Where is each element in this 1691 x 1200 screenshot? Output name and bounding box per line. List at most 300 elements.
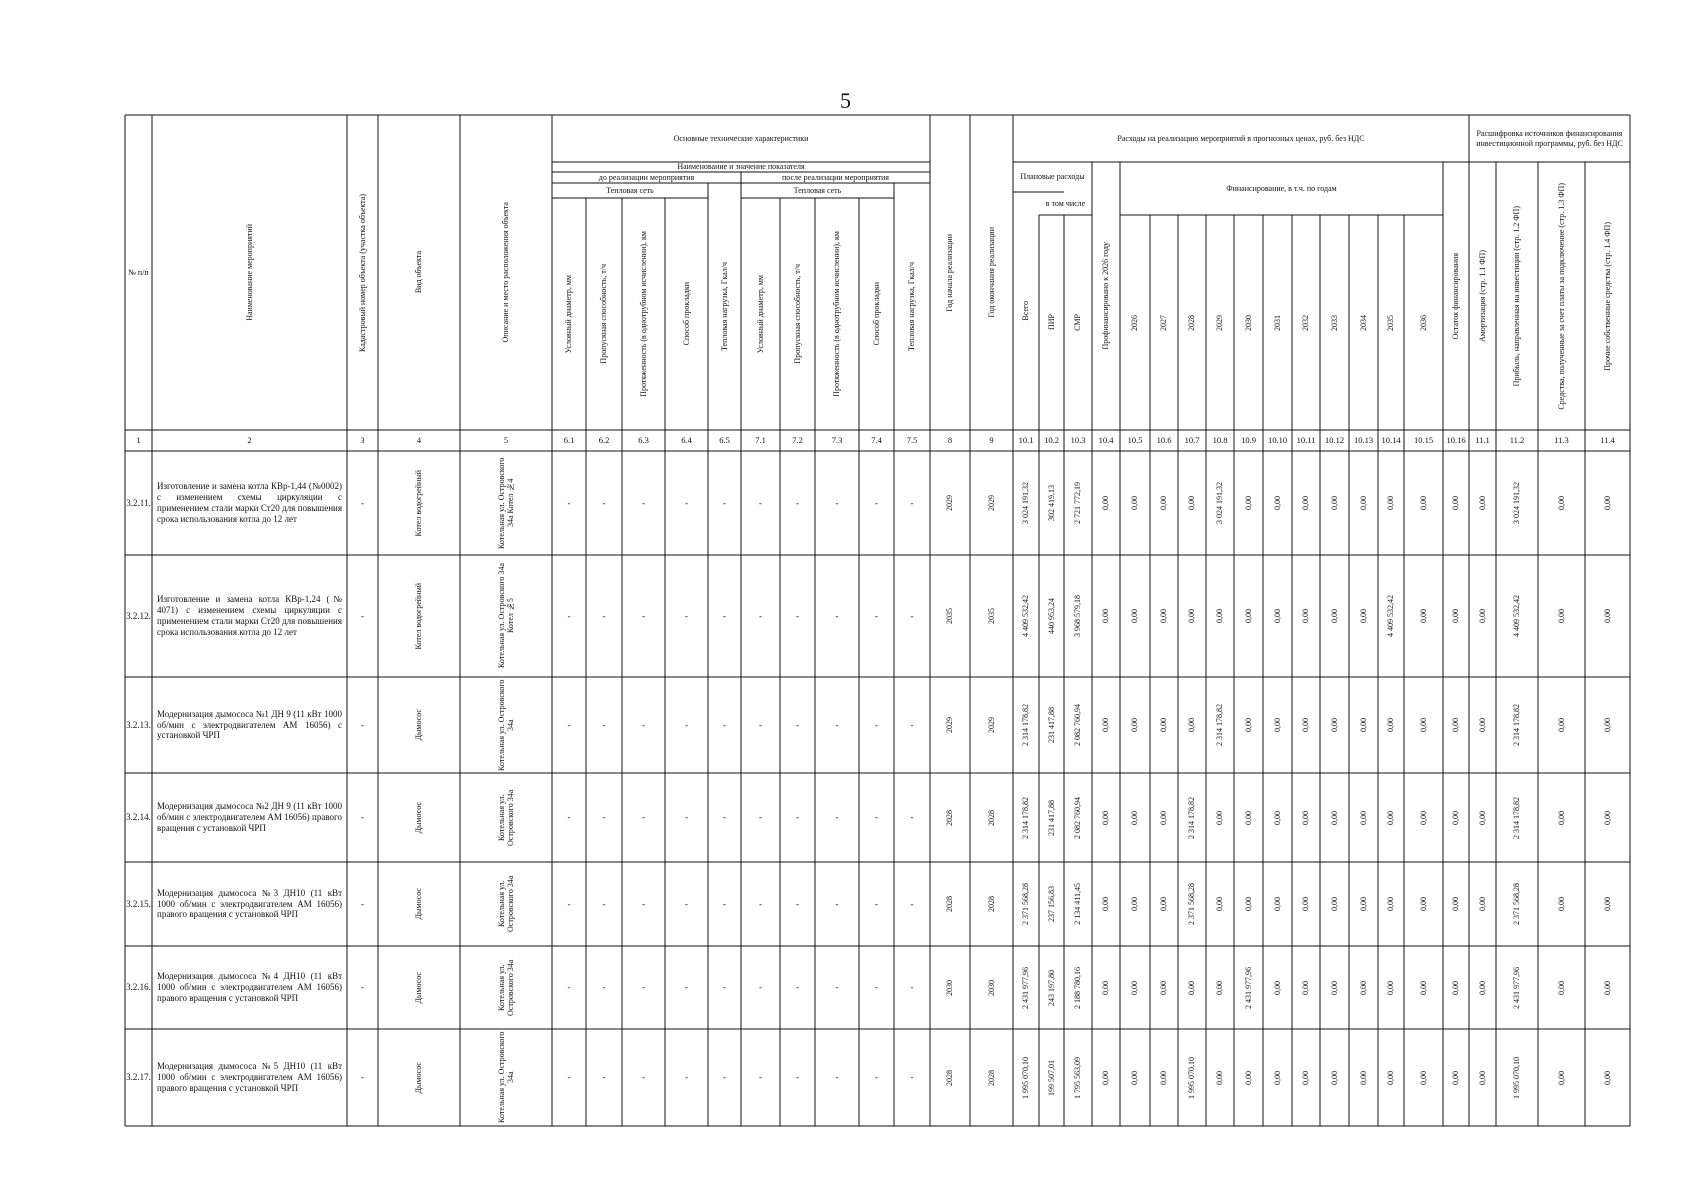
row-cadastral: [347, 555, 378, 677]
row-tech-value-text: -: [685, 610, 688, 621]
row-tech-value-text: -: [759, 497, 762, 508]
column-number-text: 10.4: [1098, 434, 1114, 445]
row-connection-fee-text: 0,00: [1556, 496, 1566, 510]
row-location: [460, 451, 552, 555]
row-prefinanced: [1092, 773, 1120, 862]
row-year-amount-text: 0,00: [1187, 496, 1197, 510]
row-tech-value: [859, 451, 894, 555]
header-year-2027: [1150, 215, 1178, 430]
row-smr-text: 1 795 563,09: [1073, 1056, 1083, 1099]
row-id-text: 3.2.16.: [126, 982, 151, 993]
row-connection-fee: [1538, 1029, 1585, 1126]
row-pir: [1039, 862, 1064, 946]
row-tech-value: [859, 773, 894, 862]
row-remaining: [1443, 862, 1469, 946]
row-smr: [1064, 1029, 1092, 1126]
header-before: [552, 172, 741, 183]
row-tech-value-text: -: [910, 1072, 914, 1083]
row-tech-value: [859, 862, 894, 946]
column-number-text: 9: [989, 434, 994, 445]
row-year-amount: [1206, 555, 1234, 677]
column-number: [125, 430, 152, 451]
row-tech-value: [815, 555, 859, 677]
row-amortization-text: 0,00: [1477, 609, 1487, 623]
row-type-text: Дымосос: [414, 971, 424, 1004]
row-total: [1013, 773, 1039, 862]
row-id: [125, 862, 152, 946]
row-remaining-text: 0,00: [1451, 897, 1461, 911]
row-tech-value-text: -: [875, 982, 878, 993]
row-amortization: [1469, 946, 1496, 1029]
row-year-amount-text: 0,00: [1418, 718, 1428, 732]
row-tech-value-text: -: [796, 497, 799, 508]
row-profit: [1496, 555, 1538, 677]
row-amortization: [1469, 1029, 1496, 1126]
row-tech-value: [622, 677, 665, 773]
row-tech-value: [741, 946, 780, 1029]
column-number-text: 10.12: [1324, 434, 1345, 445]
row-own-funds-text: 0,00: [1602, 1070, 1612, 1085]
row-total: [1013, 451, 1039, 555]
row-tech-value: [586, 773, 622, 862]
row-amortization: [1469, 862, 1496, 946]
row-year-amount: [1378, 773, 1404, 862]
header-name: [152, 115, 347, 430]
row-year-amount-text: 0,00: [1130, 609, 1140, 623]
row-tech-value: [894, 1029, 930, 1126]
row-year-amount-text: 0,00: [1301, 496, 1311, 510]
row-amortization-text: 0,00: [1477, 718, 1487, 732]
column-number: [1469, 430, 1496, 451]
row-location: [460, 773, 552, 862]
header-year-2035: [1378, 215, 1404, 430]
header-method-before-text: Способ прокладки: [681, 282, 691, 346]
row-year-amount-text: 0,00: [1243, 609, 1253, 623]
row-tech-value-text: -: [723, 898, 726, 909]
row-year-amount: [1178, 862, 1206, 946]
row-id-text: 3.2.14.: [126, 812, 151, 823]
header-after: [741, 172, 930, 183]
row-total: [1013, 946, 1039, 1029]
header-method-after-text: Способ прокладки: [871, 282, 881, 346]
row-tech-value: [552, 862, 586, 946]
column-number: [1404, 430, 1443, 451]
row-tech-value: [741, 862, 780, 946]
column-number-text: 10.14: [1381, 434, 1401, 445]
row-year-amount-text: 0,00: [1301, 810, 1311, 825]
row-amortization: [1469, 555, 1496, 677]
row-tech-value: [859, 946, 894, 1029]
row-own-funds-text: 0,00: [1602, 897, 1612, 911]
column-number-text: 8: [947, 434, 953, 445]
row-own-funds-text: 0,00: [1602, 980, 1612, 995]
header-length-after-text: Протяженность (в однотрубном исчислении), км: [832, 231, 842, 397]
row-id: [125, 946, 152, 1029]
row-year-amount: [1349, 555, 1378, 677]
row-remaining: [1443, 946, 1469, 1029]
row-year-amount: [1178, 451, 1206, 555]
row-location: [460, 555, 552, 677]
row-location-text: Котельная ул. Островского 34а: [496, 959, 515, 1016]
row-year-amount-text: 0,00: [1272, 897, 1282, 911]
header-own-funds: [1585, 162, 1630, 430]
row-year-amount-text: 0,00: [1272, 609, 1282, 623]
header-profit: [1496, 162, 1538, 430]
row-smr-text: 3 968 579,18: [1073, 595, 1083, 637]
row-year-end: [970, 555, 1013, 677]
column-number-text: 5: [503, 434, 509, 445]
row-year-amount-text: 0,00: [1418, 609, 1428, 623]
header-year-start: [930, 115, 970, 430]
header-planned: [1013, 162, 1092, 192]
column-number-text: 4: [416, 434, 422, 445]
row-year-amount-text: 0,00: [1130, 496, 1140, 510]
column-number-text: 10.1: [1018, 434, 1034, 445]
row-location: [460, 1029, 552, 1126]
row-year-end-text: 2029: [986, 495, 996, 511]
row-year-amount-text: 0,00: [1329, 718, 1339, 732]
header-total-text: Всего: [1021, 301, 1031, 321]
header-remaining: [1443, 162, 1469, 430]
row-profit-text: 1 995 070,10: [1512, 1056, 1522, 1099]
row-tech-value: [586, 451, 622, 555]
row-year-amount-text: 0,00: [1130, 810, 1140, 825]
row-year-amount-text: 0,00: [1329, 897, 1339, 911]
header-method-before: [665, 198, 708, 430]
row-tech-value: [622, 451, 665, 555]
row-year-amount-text: 0,00: [1358, 496, 1368, 510]
row-tech-value: [665, 555, 708, 677]
row-year-start: [930, 555, 970, 677]
row-type: [378, 555, 460, 677]
column-number-text: 10.2: [1044, 434, 1059, 445]
header-after-text: после реализации мероприятия: [782, 172, 889, 182]
row-year-amount-text: 2 314 178,82: [1187, 796, 1197, 839]
row-year-amount-text: 0,00: [1159, 496, 1169, 510]
row-tech-value: [552, 555, 586, 677]
header-year-2030-text: 2030: [1243, 314, 1253, 331]
row-remaining: [1443, 677, 1469, 773]
column-number-text: 6.4: [681, 434, 692, 445]
row-connection-fee-text: 0,00: [1556, 980, 1566, 995]
row-remaining-text: 0,00: [1451, 980, 1461, 995]
row-year-amount: [1263, 555, 1292, 677]
row-amortization: [1469, 677, 1496, 773]
row-year-amount: [1378, 555, 1404, 677]
row-amortization-text: 0,00: [1477, 897, 1487, 911]
row-tech-value: [622, 1029, 665, 1126]
row-connection-fee-text: 0,00: [1556, 718, 1566, 732]
row-id-text: 3.2.11.: [126, 497, 151, 508]
row-tech-value: [665, 862, 708, 946]
row-year-amount: [1404, 555, 1443, 677]
row-type-text: Котел водогрейный: [414, 582, 424, 650]
row-connection-fee-text: 0,00: [1556, 810, 1566, 825]
row-tech-value-text: -: [723, 812, 726, 823]
header-length-before-text: Протяженность (в однотрубном исчислении), км: [638, 231, 648, 397]
row-year-amount-text: 0,00: [1215, 609, 1225, 623]
row-year-amount: [1206, 862, 1234, 946]
row-year-start-text: 2029: [945, 495, 955, 511]
column-number: [347, 430, 378, 451]
row-year-amount: [1120, 451, 1150, 555]
row-year-end: [970, 773, 1013, 862]
row-tech-value: [894, 451, 930, 555]
row-location-text: Котельная ул. Островского 34а Котел №5: [496, 563, 515, 669]
row-id: [125, 773, 152, 862]
row-tech-value: [894, 555, 930, 677]
row-tech-value-text: -: [796, 982, 799, 993]
row-year-amount: [1292, 946, 1320, 1029]
row-year-amount-text: 0,00: [1243, 496, 1253, 510]
row-tech-value-text: -: [567, 497, 571, 508]
column-number-text: 7.4: [871, 434, 882, 445]
row-cadastral-text: -: [361, 982, 364, 993]
row-own-funds: [1585, 677, 1630, 773]
row-tech-value-text: -: [685, 1072, 688, 1083]
row-tech-value: [815, 946, 859, 1029]
row-tech-value-text: -: [796, 719, 799, 730]
row-year-amount-text: 2 371 568,28: [1187, 883, 1197, 925]
column-number-text: 10.9: [1241, 434, 1256, 445]
row-tech-value: [552, 677, 586, 773]
row-year-amount: [1150, 946, 1178, 1029]
row-tech-value-text: -: [723, 982, 726, 993]
row-tech-value: [586, 862, 622, 946]
row-tech-value-text: -: [642, 1072, 645, 1083]
row-year-amount: [1349, 1029, 1378, 1126]
row-tech-value: [815, 773, 859, 862]
row-year-amount: [1234, 677, 1263, 773]
header-number: [125, 115, 152, 430]
row-tech-value-text: -: [835, 1072, 839, 1083]
row-type-text: Котел водогрейный: [414, 469, 424, 537]
row-remaining-text: 0,00: [1451, 718, 1461, 732]
column-number-text: 11.2: [1509, 434, 1525, 445]
row-tech-value: [586, 946, 622, 1029]
column-number: [378, 430, 460, 451]
row-tech-value: [741, 677, 780, 773]
row-year-amount: [1349, 862, 1378, 946]
row-cadastral-text: -: [361, 497, 364, 508]
row-year-amount: [1320, 451, 1349, 555]
row-tech-value: [894, 677, 930, 773]
header-year-2032-text: 2032: [1301, 314, 1311, 331]
row-tech-value: [741, 451, 780, 555]
row-smr-text: 2 188 780,16: [1073, 966, 1083, 1009]
row-profit: [1496, 862, 1538, 946]
row-prefinanced: [1092, 946, 1120, 1029]
row-year-amount: [1178, 946, 1206, 1029]
row-total: [1013, 677, 1039, 773]
row-tech-value: [552, 946, 586, 1029]
row-year-amount-text: 0,00: [1386, 980, 1396, 995]
row-year-amount: [1178, 555, 1206, 677]
row-tech-value: [708, 555, 741, 677]
row-smr-text: 2 721 772,19: [1073, 482, 1083, 524]
row-year-amount-text: 2 431 977,96: [1243, 966, 1253, 1009]
header-number-text: № п/п: [128, 267, 149, 277]
row-tech-value-text: -: [759, 898, 762, 909]
row-year-amount: [1292, 451, 1320, 555]
header-planned-text: Плановые расходы: [1020, 172, 1085, 182]
header-costs-group: [1013, 115, 1469, 162]
row-year-amount: [1150, 1029, 1178, 1126]
row-type: [378, 1029, 460, 1126]
row-year-amount: [1292, 1029, 1320, 1126]
column-number-text: 10.10: [1267, 434, 1288, 445]
row-year-amount: [1206, 1029, 1234, 1126]
row-tech-value: [552, 1029, 586, 1126]
row-year-amount-text: 0,00: [1386, 718, 1396, 732]
row-tech-value-text: -: [910, 982, 914, 993]
column-number: [1092, 430, 1120, 451]
row-profit-text: 2 371 568,28: [1512, 883, 1522, 925]
column-number-text: 1: [136, 434, 141, 445]
header-total: [1013, 192, 1039, 430]
column-number-text: 6.1: [563, 434, 575, 445]
row-own-funds: [1585, 451, 1630, 555]
row-year-amount: [1292, 773, 1320, 862]
row-tech-value-text: -: [567, 812, 571, 823]
row-total-text: 2 314 178,82: [1021, 796, 1031, 839]
row-year-amount-text: 0,00: [1243, 1070, 1253, 1085]
row-location-text: Котельная ул. Островского 34а: [496, 789, 515, 846]
column-number: [1234, 430, 1263, 451]
row-year-amount-text: 0,00: [1301, 1070, 1311, 1085]
row-amortization-text: 0,00: [1477, 1070, 1487, 1085]
row-name: [152, 677, 347, 773]
row-tech-value: [708, 862, 741, 946]
header-year-2028-text: 2028: [1187, 314, 1197, 331]
column-number-text: 10.15: [1413, 434, 1434, 445]
row-type-text: Дымосос: [414, 1061, 424, 1094]
row-year-amount-text: 0,00: [1159, 609, 1169, 623]
row-tech-value-text: -: [835, 497, 839, 508]
row-year-amount-text: 0,00: [1187, 980, 1197, 995]
row-tech-value-text: -: [910, 812, 914, 823]
row-tech-value-text: -: [602, 1072, 606, 1083]
column-number: [1538, 430, 1585, 451]
row-year-amount-text: 0,00: [1418, 496, 1428, 510]
row-year-amount: [1404, 862, 1443, 946]
header-length-before: [622, 198, 665, 430]
row-amortization: [1469, 451, 1496, 555]
column-number: [1150, 430, 1178, 451]
row-year-amount: [1178, 677, 1206, 773]
row-smr: [1064, 773, 1092, 862]
row-year-amount-text: 0,00: [1358, 897, 1368, 911]
header-connection-fee-text: Средства, полученные за счет платы за подключение (стр. 1.3 ФП): [1556, 182, 1566, 410]
row-prefinanced-text: 0,00: [1101, 980, 1111, 995]
header-cadastral-text: Кадастровый номер объекта (участка объекта): [357, 193, 367, 352]
row-year-amount: [1404, 451, 1443, 555]
column-number: [708, 430, 741, 451]
header-year-2032: [1292, 215, 1320, 430]
column-number: [622, 430, 665, 451]
column-number-text: 7.2: [792, 434, 803, 445]
row-tech-value-text: -: [642, 898, 645, 909]
row-year-amount-text: 0,00: [1329, 496, 1339, 510]
row-id: [125, 1029, 152, 1126]
row-name-text: Изготовление и замена котла КВр-1,44 (№0002) с изменением схемы циркуляции с применением стали марки Ст20 для повышения срока использования котла до 12 лет: [157, 481, 342, 524]
row-profit: [1496, 677, 1538, 773]
row-prefinanced-text: 0,00: [1101, 609, 1111, 623]
column-number-text: 3: [360, 434, 365, 445]
row-year-amount-text: 0,00: [1329, 980, 1339, 995]
row-own-funds-text: 0,00: [1602, 810, 1612, 825]
row-year-amount: [1349, 451, 1378, 555]
row-pir: [1039, 677, 1064, 773]
row-year-amount-text: 0,00: [1418, 897, 1428, 911]
header-year-2031: [1263, 215, 1292, 430]
header-year-end-text: Год окончания реализации: [986, 227, 996, 318]
header-length-after: [815, 198, 859, 430]
row-tech-value: [708, 1029, 741, 1126]
page-number: 5: [840, 88, 851, 113]
row-year-amount-text: 0,00: [1215, 980, 1225, 995]
column-number: [894, 430, 930, 451]
row-cadastral: [347, 677, 378, 773]
row-year-amount-text: 0,00: [1215, 897, 1225, 911]
row-location: [460, 946, 552, 1029]
row-pir-text: 302 419,13: [1046, 485, 1056, 521]
row-year-amount-text: 3 024 191,32: [1215, 482, 1225, 524]
row-profit-text: 3 024 191,32: [1512, 482, 1522, 524]
column-number-text: 7.5: [906, 434, 918, 445]
column-number: [970, 430, 1013, 451]
header-financing-years: [1120, 162, 1443, 215]
row-tech-value: [622, 773, 665, 862]
row-name: [152, 451, 347, 555]
row-tech-value-text: -: [642, 719, 645, 730]
row-tech-value-text: -: [723, 719, 726, 730]
row-tech-value-text: -: [835, 719, 839, 730]
row-connection-fee-text: 0,00: [1556, 897, 1566, 911]
row-year-amount-text: 2 314 178,82: [1215, 704, 1225, 746]
row-tech-value: [780, 451, 815, 555]
column-number: [1263, 430, 1292, 451]
row-tech-value-text: -: [602, 812, 606, 823]
header-incl: [1039, 192, 1092, 215]
row-tech-value-text: -: [910, 497, 914, 508]
row-tech-value-text: -: [875, 812, 878, 823]
row-year-amount: [1404, 946, 1443, 1029]
row-tech-value-text: -: [567, 610, 571, 621]
row-tech-value-text: -: [567, 1072, 571, 1083]
row-tech-value-text: -: [759, 812, 762, 823]
row-tech-value-text: -: [602, 610, 606, 621]
row-amortization-text: 0,00: [1477, 496, 1487, 510]
header-year-2027-text: 2027: [1159, 314, 1169, 331]
row-own-funds: [1585, 555, 1630, 677]
column-number: [930, 430, 970, 451]
row-year-amount-text: 0,00: [1358, 980, 1368, 995]
row-year-amount: [1349, 677, 1378, 773]
row-year-amount: [1120, 1029, 1150, 1126]
row-tech-value: [780, 677, 815, 773]
row-year-amount: [1378, 946, 1404, 1029]
header-smr-text: СМР: [1073, 314, 1083, 331]
header-before-text: до реализации мероприятия: [598, 172, 695, 182]
header-year-2034: [1349, 215, 1378, 430]
row-year-amount: [1320, 946, 1349, 1029]
row-year-amount-text: 0,00: [1358, 718, 1368, 732]
row-year-amount-text: 0,00: [1418, 810, 1428, 825]
row-connection-fee: [1538, 946, 1585, 1029]
row-tech-value-text: -: [642, 610, 645, 621]
row-year-amount: [1206, 451, 1234, 555]
